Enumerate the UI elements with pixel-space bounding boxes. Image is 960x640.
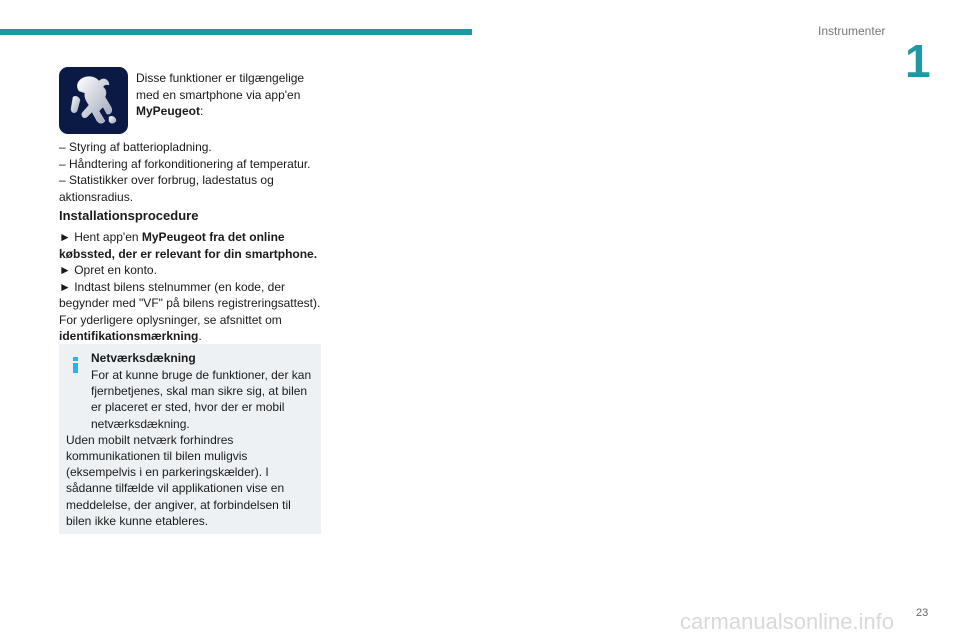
feature-list [59,139,325,205]
procedure-heading: Installationsprocedure [59,208,199,223]
list-item: – Statistikker over forbrug, ladestatus og aktionsradius. [59,173,274,204]
watermark: carmanualsonline.info [680,609,895,634]
app-name: MyPeugeot [136,104,201,118]
chapter-number: 1 [905,35,931,87]
procedure-step-1: ► Hent app'en MyPeugeot fra det online købssted, der er relevant for din smartphone. [59,230,318,261]
info-box [59,344,321,534]
procedure-step-2: ► Opret en konto. [59,263,157,277]
header-accent-bar [0,29,472,35]
info-paragraph-2: Uden mobilt netværk forhindres kommunikationen til bilen muligvis (eksempelvis i en parkeringskælder). I sådanne tilfælde vil applikationen vise en meddelelse, der angiver, at forbindelsen til bilen ikke kunne etableres. [66,432,291,528]
procedure-note: For yderligere oplysninger, se afsnittet om identifikationsmærkning. [59,312,282,343]
info-paragraph-1: For at kunne bruge de funktioner, der kan fjernbetjenes, skal man sikre sig, at bilen er placeret er sted, hvor der er mobil netværksdækning. [91,368,312,431]
peugeot-lion-logo-icon [59,67,128,134]
procedure-step-3: ► Indtast bilens stelnummer (en kode, der begynder med "VF" på bilens registreringsattest). [59,279,321,310]
info-box-title: Netværksdækning [91,351,196,365]
page-number: 23 [916,607,929,619]
list-item: – Håndtering af forkonditionering af temperatur. [59,156,311,171]
list-item: – Styring af batteriopladning. [59,140,212,154]
procedure-steps [59,229,325,345]
info-box-text [66,367,316,529]
section-title: Instrumenter [818,24,886,38]
intro-text: Disse funktioner er tilgængelige med en smartphone via app'en MyPeugeot: [136,71,305,118]
